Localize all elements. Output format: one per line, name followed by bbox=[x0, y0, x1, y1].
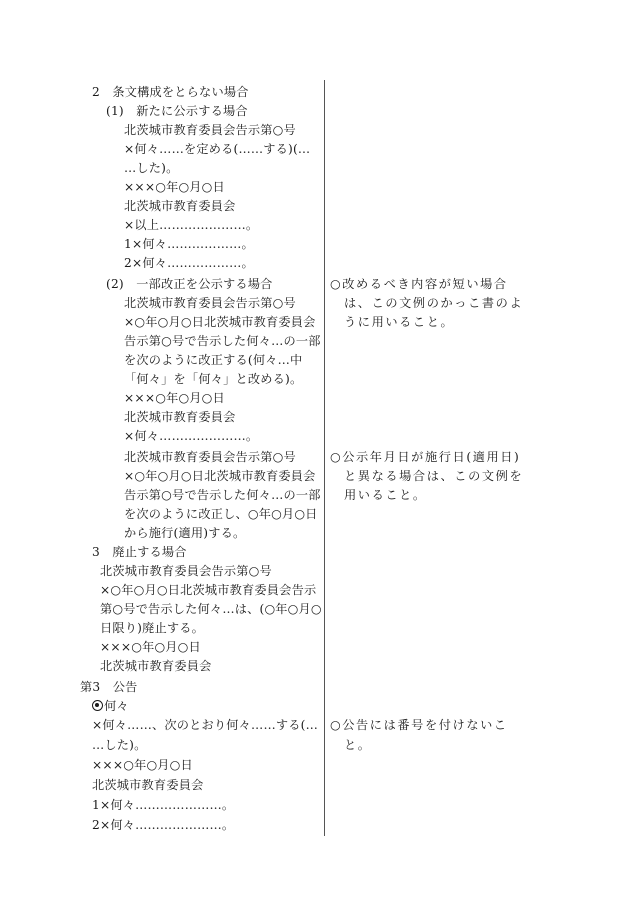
note-line: は、この文例のかっこ書のよ bbox=[344, 296, 524, 310]
doc-line: 告示第○号で告示した何々…の一部 bbox=[124, 488, 321, 502]
doc-line: ×何々……、次のとおり何々……する(… bbox=[92, 718, 318, 732]
doc-line: ×××○年○月○日 bbox=[92, 758, 193, 772]
doc-line: ×何々……を定める(……する)(… bbox=[124, 142, 311, 156]
doc-line: ×××○年○月○日 bbox=[124, 180, 225, 194]
note-line: ○改めるべき内容が短い場合 bbox=[330, 277, 508, 291]
doc-line: 「何々」を「何々」と改める)。 bbox=[124, 372, 303, 386]
doc-line: 1×何々………………。 bbox=[124, 237, 254, 251]
doc-line: ×○年○月○日北茨城市教育委員会 bbox=[124, 315, 316, 329]
doc-line: ×何々…………………。 bbox=[124, 429, 259, 443]
doc-line: ×××○年○月○日 bbox=[124, 391, 225, 405]
filled-circle-bullet-icon bbox=[92, 700, 103, 711]
doc-line: 北茨城市教育委員会 bbox=[124, 199, 236, 213]
doc-line: 北茨城市教育委員会 bbox=[124, 410, 236, 424]
doc-line: 北茨城市教育委員会 bbox=[100, 659, 212, 673]
note-line: ○公示年月日が施行日(適用日) bbox=[330, 450, 521, 464]
doc-line: 第○号で告示した何々…は、(○年○月○ bbox=[100, 602, 322, 616]
doc-line: 2×何々…………………。 bbox=[92, 818, 235, 832]
subsection-2-heading: (2) 一部改正を公示する場合 bbox=[106, 277, 273, 291]
doc-line: を次のように改正する(何々…中 bbox=[124, 353, 303, 367]
note-line: ○公告には番号を付けないこ bbox=[330, 718, 508, 732]
notice-title: 何々 bbox=[104, 699, 129, 713]
doc-line: 北茨城市教育委員会 bbox=[92, 778, 204, 792]
part-3-heading: 第3 公告 bbox=[80, 680, 138, 694]
doc-line: 1×何々…………………。 bbox=[92, 798, 235, 812]
doc-line: 告示第○号で告示した何々…の一部 bbox=[124, 334, 321, 348]
section-3-heading: 3 廃止する場合 bbox=[92, 545, 187, 559]
doc-line: ×××○年○月○日 bbox=[100, 640, 201, 654]
doc-line: ×○年○月○日北茨城市教育委員会告示 bbox=[100, 583, 317, 597]
doc-line: ×○年○月○日北茨城市教育委員会 bbox=[124, 469, 316, 483]
note-line: うに用いること。 bbox=[344, 315, 455, 329]
column-divider bbox=[324, 80, 325, 836]
doc-line: …した)。 bbox=[92, 738, 147, 752]
doc-line: から施行(適用)する。 bbox=[124, 526, 246, 540]
section-2-heading: 2 条文構成をとらない場合 bbox=[92, 85, 249, 99]
doc-line: …した)。 bbox=[124, 161, 179, 175]
doc-line: 北茨城市教育委員会告示第○号 bbox=[124, 450, 296, 464]
doc-line: 北茨城市教育委員会告示第○号 bbox=[124, 296, 296, 310]
note-line: 用いること。 bbox=[344, 488, 427, 502]
doc-line: 北茨城市教育委員会告示第○号 bbox=[100, 564, 272, 578]
note-line: と異なる場合は、この文例を bbox=[344, 469, 524, 483]
note-line: と。 bbox=[344, 738, 372, 752]
notice-title-row bbox=[92, 698, 129, 714]
doc-line: 2×何々………………。 bbox=[124, 256, 254, 270]
doc-line: ×以上…………………。 bbox=[124, 218, 259, 232]
doc-line: 日限り)廃止する。 bbox=[100, 621, 205, 635]
subsection-1-heading: (1) 新たに公示する場合 bbox=[106, 104, 248, 118]
doc-line: 北茨城市教育委員会告示第○号 bbox=[124, 123, 296, 137]
doc-line: を次のように改正し、○年○月○日 bbox=[124, 507, 318, 521]
